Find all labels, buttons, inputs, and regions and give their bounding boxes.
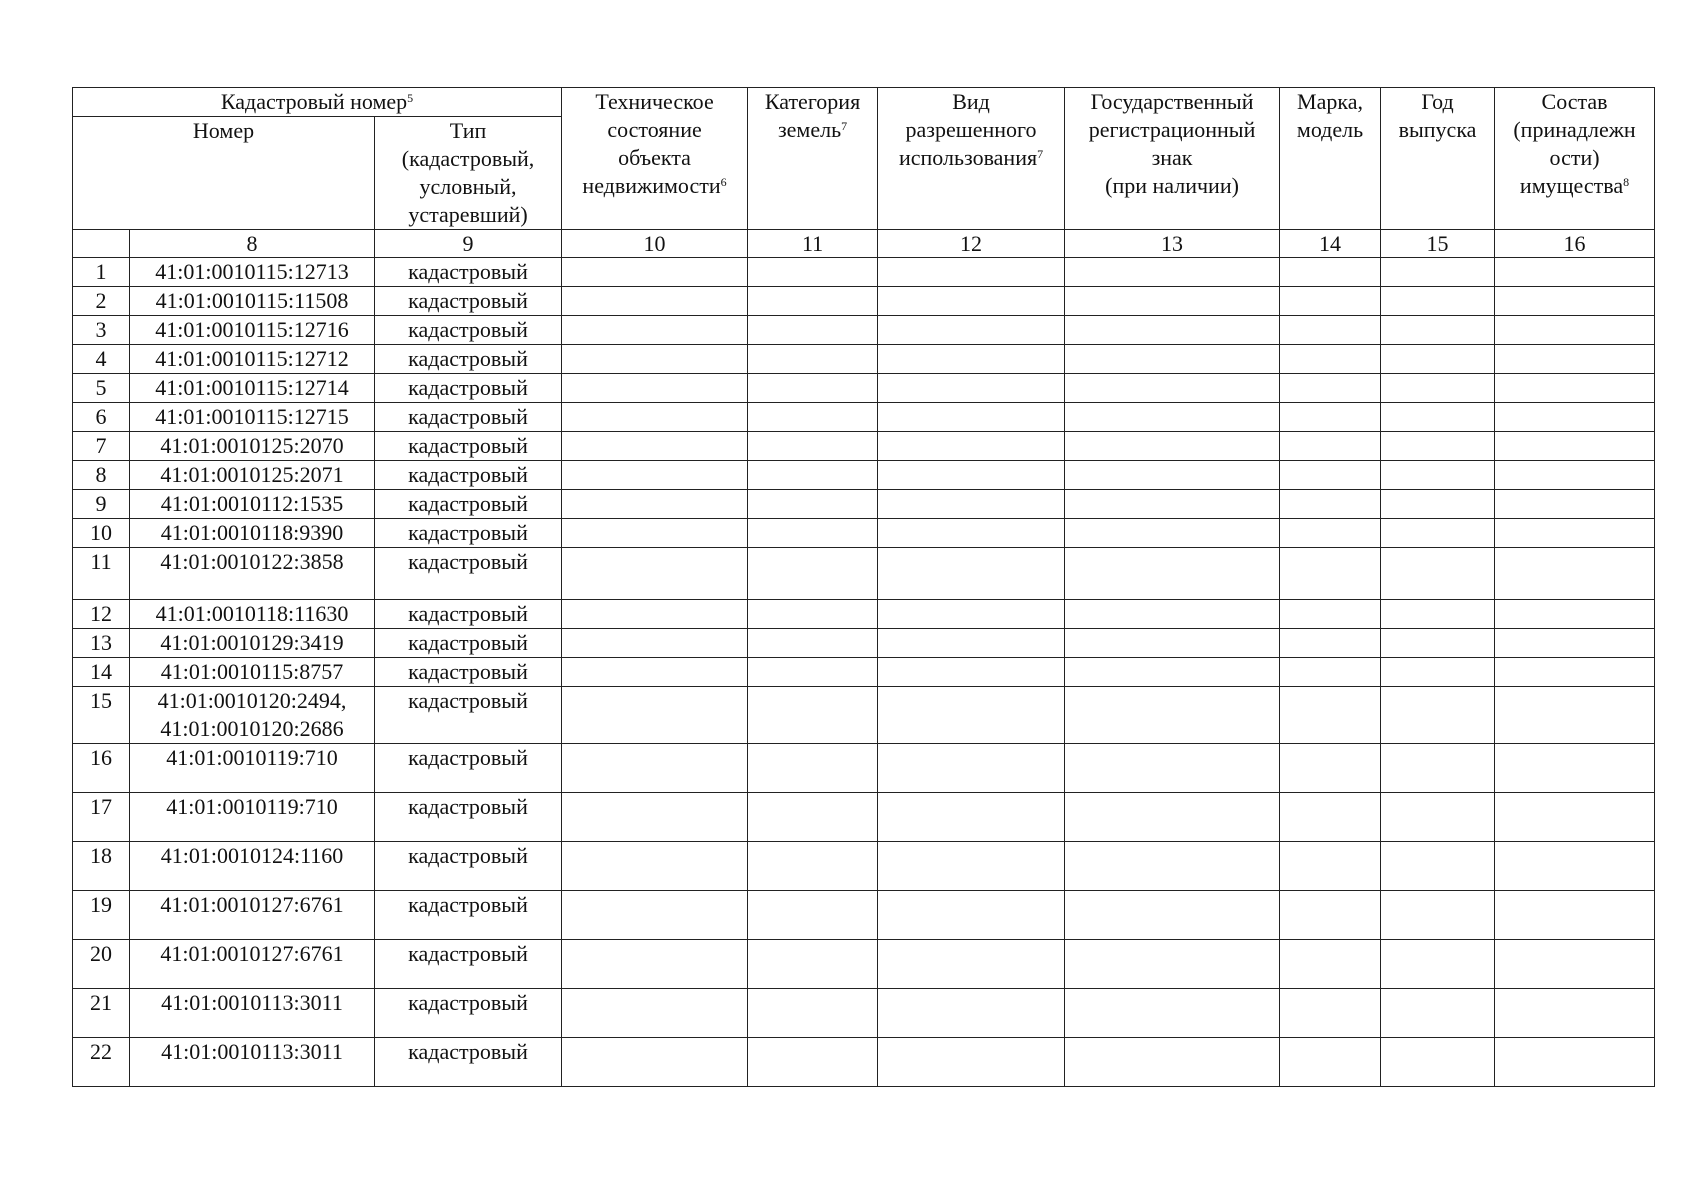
year-cell — [1381, 519, 1495, 548]
permitted-use-cell — [878, 658, 1065, 687]
land-category-cell — [748, 687, 878, 744]
year-cell — [1381, 600, 1495, 629]
cadastral-number-cell: 41:01:0010122:3858 — [130, 548, 375, 600]
row-number-cell: 22 — [73, 1038, 130, 1087]
cadastral-number-cell: 41:01:0010120:2494, 41:01:0010120:2686 — [130, 687, 375, 744]
cadastral-number-cell: 41:01:0010115:11508 — [130, 287, 375, 316]
column-number: 10 — [562, 230, 748, 258]
composition-cell — [1495, 490, 1655, 519]
table-row — [73, 403, 1655, 432]
number-type-cell: кадастровый — [375, 548, 562, 600]
number-type-cell: кадастровый — [375, 600, 562, 629]
land-category-cell — [748, 1038, 878, 1087]
row-number-cell: 1 — [73, 258, 130, 287]
year-cell — [1381, 345, 1495, 374]
number-type-cell: кадастровый — [375, 629, 562, 658]
year-cell — [1381, 629, 1495, 658]
year-cell — [1381, 316, 1495, 345]
cadastral-number-cell: 41:01:0010127:6761 — [130, 891, 375, 940]
permitted-use-cell — [878, 519, 1065, 548]
cadastral-number-cell: 41:01:0010125:2071 — [130, 461, 375, 490]
year-cell — [1381, 891, 1495, 940]
number-type-cell: кадастровый — [375, 432, 562, 461]
cadastral-number-group-header: Кадастровый номер$^5$ — [73, 88, 562, 117]
brand-model-cell — [1280, 374, 1381, 403]
row-number-cell: 13 — [73, 629, 130, 658]
registration-plate-cell — [1065, 519, 1280, 548]
row-number-cell: 3 — [73, 316, 130, 345]
cadastral-number-cell: 41:01:0010112:1535 — [130, 490, 375, 519]
tech-state-cell — [562, 403, 748, 432]
cadastral-number-cell: 41:01:0010118:9390 — [130, 519, 375, 548]
number-type-cell: кадастровый — [375, 793, 562, 842]
table-row — [73, 842, 1655, 891]
tech-state-cell — [562, 687, 748, 744]
land-category-cell — [748, 600, 878, 629]
permitted-use-cell — [878, 793, 1065, 842]
registration-plate-cell — [1065, 744, 1280, 793]
tech-state-cell — [562, 600, 748, 629]
registration-plate-cell — [1065, 600, 1280, 629]
brand-model-cell — [1280, 891, 1381, 940]
table-row — [73, 793, 1655, 842]
brand-model-cell — [1280, 1038, 1381, 1087]
row-number-cell: 8 — [73, 461, 130, 490]
composition-cell — [1495, 287, 1655, 316]
composition-cell — [1495, 687, 1655, 744]
row-number-cell: 16 — [73, 744, 130, 793]
composition-cell — [1495, 461, 1655, 490]
permitted-use-cell — [878, 687, 1065, 744]
brand-model-cell — [1280, 687, 1381, 744]
row-number-cell: 2 — [73, 287, 130, 316]
composition-cell — [1495, 629, 1655, 658]
table-row — [73, 1038, 1655, 1087]
row-number-cell: 5 — [73, 374, 130, 403]
registration-plate-cell — [1065, 461, 1280, 490]
column-number: 12 — [878, 230, 1065, 258]
year-cell — [1381, 940, 1495, 989]
cadastral-number-cell: 41:01:0010125:2070 — [130, 432, 375, 461]
land-category-cell — [748, 658, 878, 687]
number-type-cell: кадастровый — [375, 940, 562, 989]
registration-plate-cell — [1065, 287, 1280, 316]
registration-plate-cell — [1065, 345, 1280, 374]
composition-cell — [1495, 548, 1655, 600]
year-header: Год выпуска — [1381, 88, 1495, 230]
brand-model-cell — [1280, 490, 1381, 519]
table-row — [73, 687, 1655, 744]
permitted-use-cell — [878, 600, 1065, 629]
table-row — [73, 519, 1655, 548]
permitted-use-cell — [878, 490, 1065, 519]
registration-plate-cell — [1065, 842, 1280, 891]
table-row — [73, 629, 1655, 658]
tech-state-header: Техническое состояние объекта недвижимости$^6$ — [562, 88, 748, 230]
table-row — [73, 600, 1655, 629]
permitted-use-cell — [878, 374, 1065, 403]
year-cell — [1381, 687, 1495, 744]
table-row — [73, 989, 1655, 1038]
registration-plate-cell — [1065, 548, 1280, 600]
registration-plate-cell — [1065, 940, 1280, 989]
row-number-cell: 7 — [73, 432, 130, 461]
cadastral-number-cell: 41:01:0010118:11630 — [130, 600, 375, 629]
registration-plate-cell — [1065, 989, 1280, 1038]
cadastral-number-cell: 41:01:0010113:3011 — [130, 1038, 375, 1087]
permitted-use-header: Вид разрешенного использования$^7$ — [878, 88, 1065, 230]
permitted-use-cell — [878, 629, 1065, 658]
brand-model-header: Марка, модель — [1280, 88, 1381, 230]
composition-cell — [1495, 345, 1655, 374]
land-category-cell — [748, 374, 878, 403]
year-cell — [1381, 258, 1495, 287]
composition-cell — [1495, 1038, 1655, 1087]
cadastral-number-cell: 41:01:0010119:710 — [130, 744, 375, 793]
table-row — [73, 548, 1655, 600]
column-number: 13 — [1065, 230, 1280, 258]
cadastral-number-cell: 41:01:0010115:12715 — [130, 403, 375, 432]
tech-state-cell — [562, 891, 748, 940]
row-number-cell: 12 — [73, 600, 130, 629]
registration-plate-cell — [1065, 432, 1280, 461]
permitted-use-cell — [878, 891, 1065, 940]
table-row — [73, 940, 1655, 989]
column-number: 15 — [1381, 230, 1495, 258]
land-category-cell — [748, 548, 878, 600]
table-row — [73, 374, 1655, 403]
land-category-cell — [748, 287, 878, 316]
year-cell — [1381, 842, 1495, 891]
column-number: 9 — [375, 230, 562, 258]
tech-state-cell — [562, 629, 748, 658]
tech-state-cell — [562, 548, 748, 600]
year-cell — [1381, 490, 1495, 519]
type-header: Тип (кадастровый, условный, устаревший) — [375, 117, 562, 230]
table-row — [73, 432, 1655, 461]
land-category-cell — [748, 316, 878, 345]
table-row — [73, 345, 1655, 374]
tech-state-cell — [562, 374, 748, 403]
land-category-header: Категория земель$^7$ — [748, 88, 878, 230]
composition-cell — [1495, 258, 1655, 287]
cadastral-number-cell: 41:01:0010115:12713 — [130, 258, 375, 287]
number-header: Номер — [73, 117, 375, 230]
composition-cell — [1495, 658, 1655, 687]
tech-state-cell — [562, 345, 748, 374]
composition-cell — [1495, 403, 1655, 432]
registration-plate-cell — [1065, 374, 1280, 403]
cadastral-number-cell: 41:01:0010115:12714 — [130, 374, 375, 403]
permitted-use-cell — [878, 432, 1065, 461]
registration-plate-header: Государственный регистрационный знак (при наличии) — [1065, 88, 1280, 230]
number-type-cell: кадастровый — [375, 316, 562, 345]
permitted-use-cell — [878, 940, 1065, 989]
composition-cell — [1495, 842, 1655, 891]
number-type-cell: кадастровый — [375, 1038, 562, 1087]
land-category-cell — [748, 989, 878, 1038]
row-number-cell: 20 — [73, 940, 130, 989]
registry-body — [73, 230, 1655, 1087]
land-category-cell — [748, 432, 878, 461]
brand-model-cell — [1280, 258, 1381, 287]
permitted-use-cell — [878, 548, 1065, 600]
registration-plate-cell — [1065, 793, 1280, 842]
cadastral-number-cell: 41:01:0010115:8757 — [130, 658, 375, 687]
tech-state-cell — [562, 989, 748, 1038]
column-number: 14 — [1280, 230, 1381, 258]
year-cell — [1381, 989, 1495, 1038]
table-row — [73, 316, 1655, 345]
land-category-cell — [748, 490, 878, 519]
brand-model-cell — [1280, 744, 1381, 793]
number-type-cell: кадастровый — [375, 687, 562, 744]
number-type-cell: кадастровый — [375, 461, 562, 490]
land-category-cell — [748, 744, 878, 793]
permitted-use-cell — [878, 744, 1065, 793]
number-type-cell: кадастровый — [375, 891, 562, 940]
cadastral-number-cell: 41:01:0010127:6761 — [130, 940, 375, 989]
tech-state-cell — [562, 793, 748, 842]
cadastral-number-cell: 41:01:0010115:12712 — [130, 345, 375, 374]
composition-cell — [1495, 519, 1655, 548]
permitted-use-cell — [878, 989, 1065, 1038]
brand-model-cell — [1280, 432, 1381, 461]
tech-state-cell — [562, 1038, 748, 1087]
number-type-cell: кадастровый — [375, 744, 562, 793]
number-type-cell: кадастровый — [375, 989, 562, 1038]
composition-cell — [1495, 432, 1655, 461]
tech-state-cell — [562, 744, 748, 793]
column-number: 16 — [1495, 230, 1655, 258]
land-category-cell — [748, 403, 878, 432]
row-number-cell: 21 — [73, 989, 130, 1038]
cadastral-number-cell: 41:01:0010115:12716 — [130, 316, 375, 345]
registration-plate-cell — [1065, 687, 1280, 744]
composition-header: Состав (принадлежн ости) имущества$^8$ — [1495, 88, 1655, 230]
row-number-cell: 10 — [73, 519, 130, 548]
land-category-cell — [748, 629, 878, 658]
composition-cell — [1495, 374, 1655, 403]
composition-cell — [1495, 989, 1655, 1038]
year-cell — [1381, 374, 1495, 403]
row-number-cell: 17 — [73, 793, 130, 842]
permitted-use-cell — [878, 287, 1065, 316]
land-category-cell — [748, 258, 878, 287]
row-number-cell: 19 — [73, 891, 130, 940]
registration-plate-cell — [1065, 316, 1280, 345]
brand-model-cell — [1280, 658, 1381, 687]
row-number-cell: 11 — [73, 548, 130, 600]
permitted-use-cell — [878, 258, 1065, 287]
cadastral-number-cell: 41:01:0010119:710 — [130, 793, 375, 842]
column-numbers-row — [73, 230, 1655, 258]
row-number-cell: 6 — [73, 403, 130, 432]
permitted-use-cell — [878, 842, 1065, 891]
tech-state-cell — [562, 842, 748, 891]
land-category-cell — [748, 891, 878, 940]
brand-model-cell — [1280, 548, 1381, 600]
brand-model-cell — [1280, 461, 1381, 490]
year-cell — [1381, 287, 1495, 316]
row-number-cell: 15 — [73, 687, 130, 744]
brand-model-cell — [1280, 940, 1381, 989]
registration-plate-cell — [1065, 1038, 1280, 1087]
composition-cell — [1495, 316, 1655, 345]
permitted-use-cell — [878, 1038, 1065, 1087]
permitted-use-cell — [878, 403, 1065, 432]
year-cell — [1381, 461, 1495, 490]
brand-model-cell — [1280, 316, 1381, 345]
registration-plate-cell — [1065, 658, 1280, 687]
table-row — [73, 744, 1655, 793]
row-number-cell: 4 — [73, 345, 130, 374]
number-type-cell: кадастровый — [375, 258, 562, 287]
registration-plate-cell — [1065, 490, 1280, 519]
permitted-use-cell — [878, 461, 1065, 490]
row-number-cell: 18 — [73, 842, 130, 891]
table-row — [73, 891, 1655, 940]
brand-model-cell — [1280, 600, 1381, 629]
year-cell — [1381, 793, 1495, 842]
column-number: 11 — [748, 230, 878, 258]
land-category-cell — [748, 519, 878, 548]
tech-state-cell — [562, 316, 748, 345]
composition-cell — [1495, 793, 1655, 842]
land-category-cell — [748, 793, 878, 842]
composition-cell — [1495, 891, 1655, 940]
table-row — [73, 258, 1655, 287]
year-cell — [1381, 658, 1495, 687]
year-cell — [1381, 432, 1495, 461]
registration-plate-cell — [1065, 891, 1280, 940]
tech-state-cell — [562, 519, 748, 548]
year-cell — [1381, 1038, 1495, 1087]
brand-model-cell — [1280, 345, 1381, 374]
number-type-cell: кадастровый — [375, 287, 562, 316]
brand-model-cell — [1280, 989, 1381, 1038]
year-cell — [1381, 744, 1495, 793]
land-category-cell — [748, 345, 878, 374]
tech-state-cell — [562, 490, 748, 519]
brand-model-cell — [1280, 287, 1381, 316]
table-row — [73, 287, 1655, 316]
cadastral-number-cell: 41:01:0010129:3419 — [130, 629, 375, 658]
land-category-cell — [748, 461, 878, 490]
tech-state-cell — [562, 940, 748, 989]
column-number: 8 — [130, 230, 375, 258]
registration-plate-cell — [1065, 258, 1280, 287]
permitted-use-cell — [878, 316, 1065, 345]
land-category-cell — [748, 842, 878, 891]
tech-state-cell — [562, 461, 748, 490]
cadastral-number-cell: 41:01:0010113:3011 — [130, 989, 375, 1038]
registration-plate-cell — [1065, 629, 1280, 658]
table-row — [73, 490, 1655, 519]
row-number-cell: 14 — [73, 658, 130, 687]
year-cell — [1381, 548, 1495, 600]
number-type-cell: кадастровый — [375, 490, 562, 519]
tech-state-cell — [562, 658, 748, 687]
tech-state-cell — [562, 287, 748, 316]
tech-state-cell — [562, 258, 748, 287]
property-registry-table — [72, 87, 1655, 1087]
number-type-cell: кадастровый — [375, 842, 562, 891]
column-number — [73, 230, 130, 258]
table-row — [73, 658, 1655, 687]
composition-cell — [1495, 744, 1655, 793]
permitted-use-cell — [878, 345, 1065, 374]
row-number-cell: 9 — [73, 490, 130, 519]
cadastral-number-cell: 41:01:0010124:1160 — [130, 842, 375, 891]
number-type-cell: кадастровый — [375, 403, 562, 432]
tech-state-cell — [562, 432, 748, 461]
table-row — [73, 461, 1655, 490]
number-type-cell: кадастровый — [375, 519, 562, 548]
composition-cell — [1495, 940, 1655, 989]
brand-model-cell — [1280, 629, 1381, 658]
number-type-cell: кадастровый — [375, 658, 562, 687]
registration-plate-cell — [1065, 403, 1280, 432]
brand-model-cell — [1280, 519, 1381, 548]
composition-cell — [1495, 600, 1655, 629]
brand-model-cell — [1280, 793, 1381, 842]
brand-model-cell — [1280, 403, 1381, 432]
land-category-cell — [748, 940, 878, 989]
number-type-cell: кадастровый — [375, 345, 562, 374]
brand-model-cell — [1280, 842, 1381, 891]
year-cell — [1381, 403, 1495, 432]
number-type-cell: кадастровый — [375, 374, 562, 403]
